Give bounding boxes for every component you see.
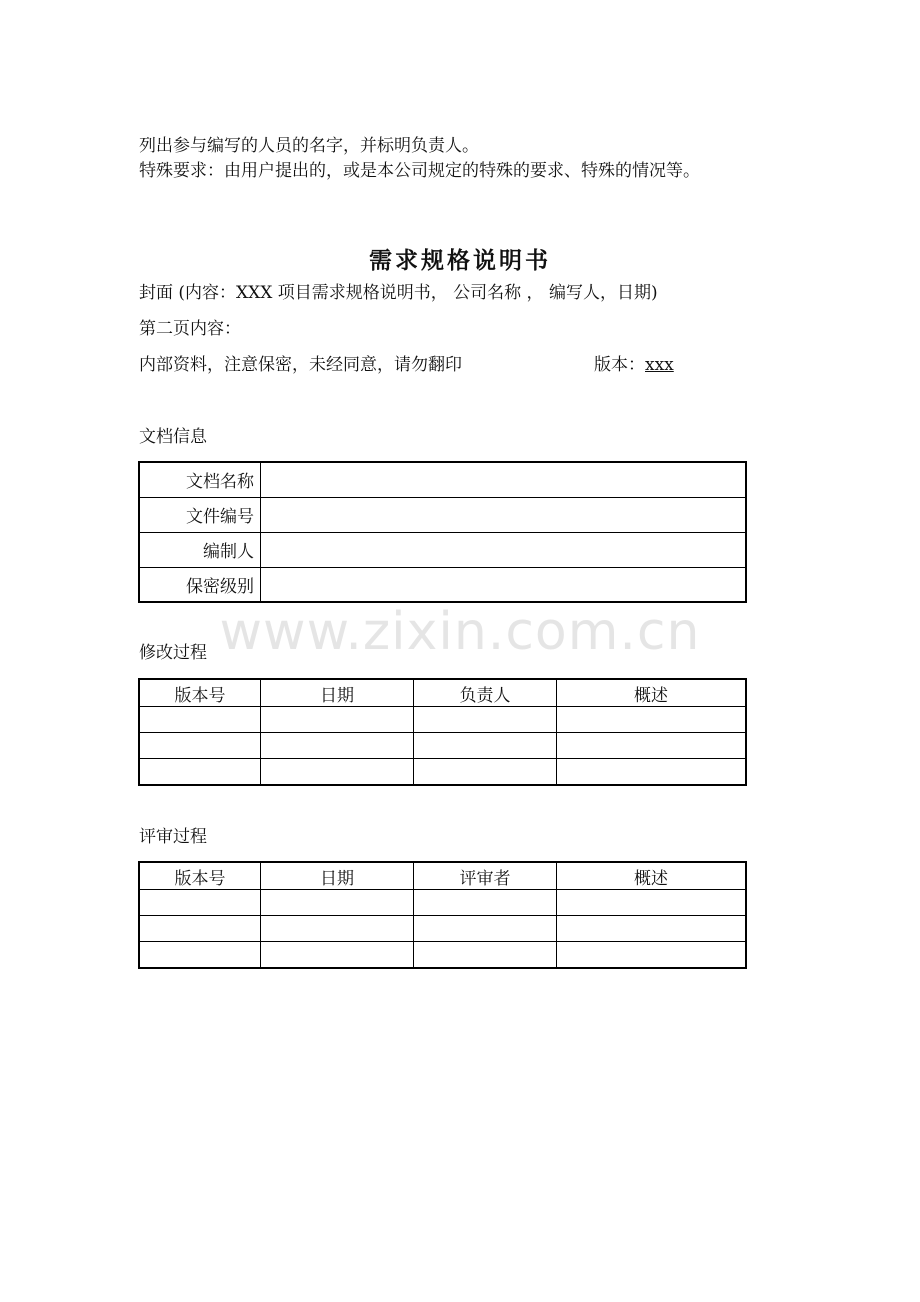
table-cell [557, 942, 747, 969]
doc-info-heading: 文档信息 [139, 427, 207, 447]
table-cell [139, 733, 261, 759]
table-cell [414, 942, 557, 969]
revision-heading: 修改过程 [139, 643, 207, 663]
doc-info-value [261, 532, 747, 567]
table-cell [139, 942, 261, 969]
table-cell [139, 916, 261, 942]
table-row [139, 567, 746, 602]
table-row [139, 890, 746, 916]
doc-info-label: 保密级别 [139, 567, 261, 602]
table-header-row [139, 679, 746, 707]
table-cell [261, 733, 414, 759]
table-cell [414, 916, 557, 942]
table-cell [557, 733, 747, 759]
table-cell [261, 890, 414, 916]
version-label: 版本： [594, 355, 645, 375]
intro-line-authors: 列出参与编写的人员的名字，并标明负责人。 [139, 136, 479, 156]
confidential-note: 内部资料，注意保密，未经同意，请勿翻印 [139, 355, 462, 375]
table-row [139, 759, 746, 786]
table-row [139, 707, 746, 733]
table-cell [139, 707, 261, 733]
second-page-label: 第二页内容： [139, 319, 241, 339]
doc-info-label: 文档名称 [139, 462, 261, 497]
column-header: 负责人 [414, 679, 557, 707]
table-row [139, 497, 746, 532]
table-cell [261, 707, 414, 733]
table-header-row [139, 862, 746, 890]
column-header: 日期 [261, 679, 414, 707]
doc-info-label: 编制人 [139, 532, 261, 567]
review-table [138, 861, 747, 969]
doc-info-table [138, 461, 747, 603]
table-cell [261, 942, 414, 969]
version-value: xxx [645, 355, 674, 375]
table-cell [414, 733, 557, 759]
column-header: 评审者 [414, 862, 557, 890]
version-line [594, 354, 674, 376]
column-header: 概述 [557, 679, 747, 707]
document-title: 需求规格说明书 [369, 248, 551, 274]
table-row [139, 733, 746, 759]
table-cell [414, 707, 557, 733]
table-cell [261, 916, 414, 942]
column-header: 概述 [557, 862, 747, 890]
table-row [139, 462, 746, 497]
doc-info-value [261, 462, 747, 497]
column-header: 版本号 [139, 679, 261, 707]
table-row [139, 916, 746, 942]
review-heading: 评审过程 [139, 827, 207, 847]
column-header: 版本号 [139, 862, 261, 890]
table-cell [414, 759, 557, 786]
table-cell [557, 890, 747, 916]
table-row [139, 532, 746, 567]
table-cell [139, 890, 261, 916]
doc-info-label: 文件编号 [139, 497, 261, 532]
watermark: www.zixin.com.cn [219, 602, 701, 662]
table-cell [261, 759, 414, 786]
table-cell [557, 707, 747, 733]
doc-info-value [261, 497, 747, 532]
table-cell [414, 890, 557, 916]
intro-line-special-requirements: 特殊要求：由用户提出的，或是本公司规定的特殊的要求、特殊的情况等。 [139, 161, 700, 181]
column-header: 日期 [261, 862, 414, 890]
table-row [139, 942, 746, 969]
table-cell [557, 916, 747, 942]
table-cell [557, 759, 747, 786]
revision-table [138, 678, 747, 786]
cover-description: 封面 (内容：XXX 项目需求规格说明书， 公司名称 ， 编写人，日期) [139, 283, 658, 303]
doc-info-value [261, 567, 747, 602]
table-cell [139, 759, 261, 786]
